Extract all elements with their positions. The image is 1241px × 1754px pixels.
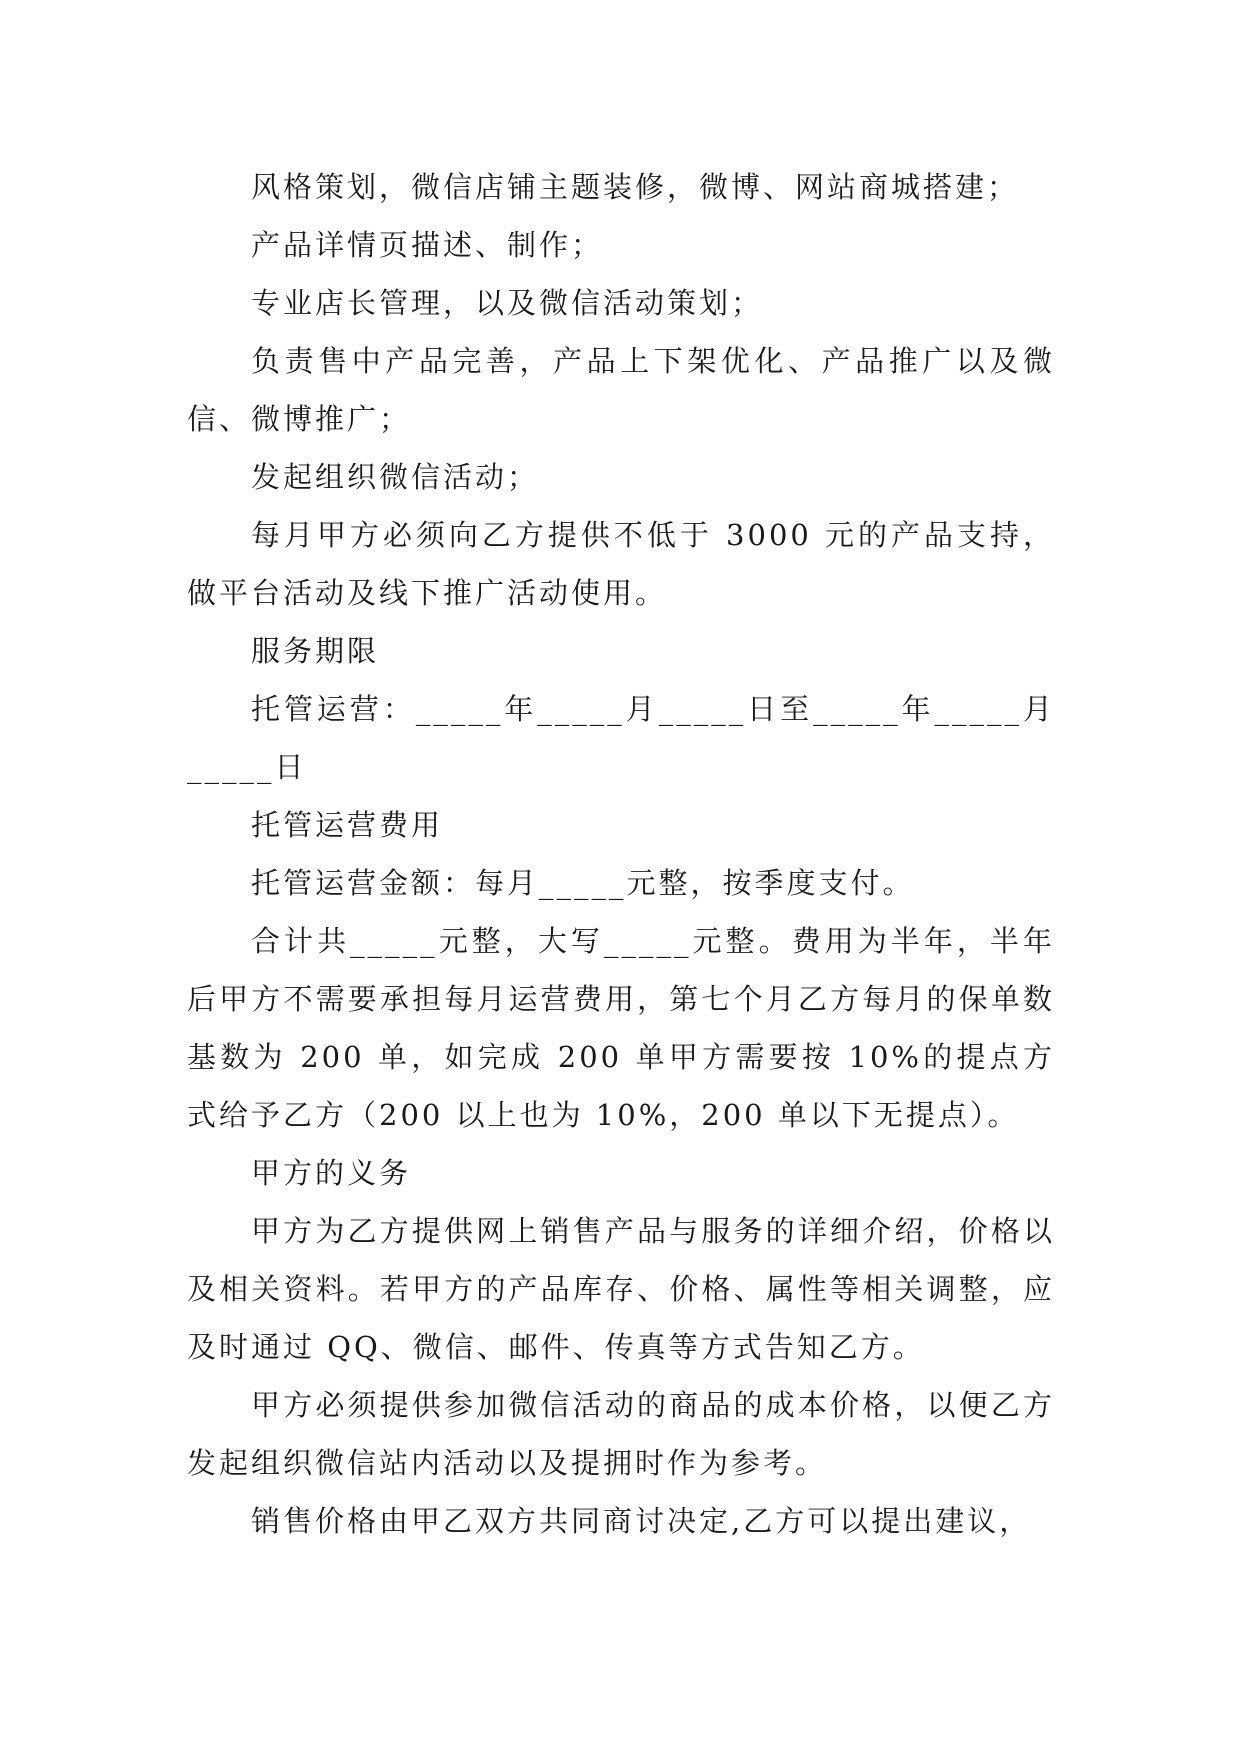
paragraph-store-manager: 专业店长管理，以及微信活动策划； <box>251 286 764 320</box>
paragraph-monthly-fee: 托管运营金额：每月_____元整，按季度支付。 <box>251 866 915 900</box>
paragraph-organize-activities: 发起组织微信活动； <box>251 460 540 494</box>
heading-service-fees: 托管运营费用 <box>251 808 444 842</box>
heading-party-a-obligations: 甲方的义务 <box>251 1156 412 1190</box>
paragraph-product-promotion: 负责售中产品完善，产品上下架优化、产品推广以及微信、微博推广； <box>187 344 1055 436</box>
paragraph-service-dates: 托管运营：_____年_____月_____日至_____年_____月_____日 <box>187 692 1055 784</box>
paragraph-sales-price: 销售价格由甲乙双方共同商讨决定,乙方可以提出建议， <box>251 1504 1032 1538</box>
paragraph-product-support: 每月甲方必须向乙方提供不低于 3000 元的产品支持，做平台活动及线下推广活动使用。 <box>187 518 1055 610</box>
paragraph-cost-price: 甲方必须提供参加微信活动的商品的成本价格，以便乙方发起组织微信站内活动以及提拥时作为参考。 <box>187 1388 1055 1480</box>
paragraph-total-fee: 合计共_____元整，大写_____元整。费用为半年，半年后甲方不需要承担每月运营费用，第七个月乙方每月的保单数基数为 200 单，如完成 200 单甲方需要按 10%的提点方式给予乙方（200 以上也为 10%，200 单以下无提点）。 <box>187 924 1055 1132</box>
paragraph-product-detail: 产品详情页描述、制作； <box>251 228 604 262</box>
paragraph-style-planning: 风格策划，微信店铺主题装修，微博、网站商城搭建； <box>251 170 1020 204</box>
paragraph-product-information: 甲方为乙方提供网上销售产品与服务的详细介绍，价格以及相关资料。若甲方的产品库存、价格、属性等相关调整，应及时通过 QQ、微信、邮件、传真等方式告知乙方。 <box>187 1214 1055 1364</box>
document-body <box>187 158 1055 1550</box>
heading-service-period: 服务期限 <box>251 634 380 668</box>
